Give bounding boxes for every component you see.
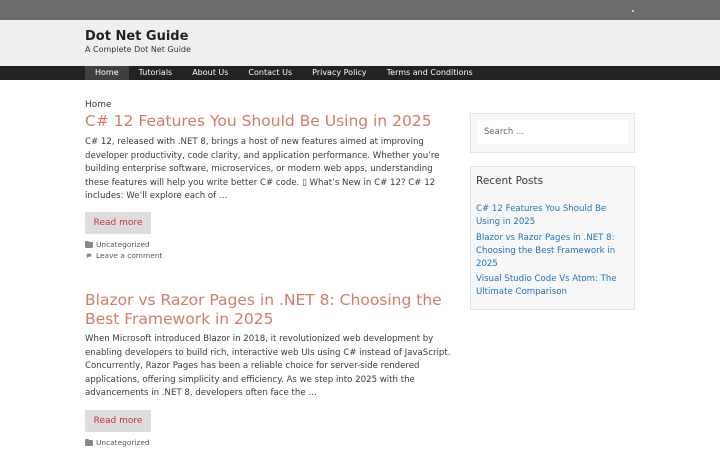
comment-icon (85, 253, 93, 259)
site-header (0, 20, 720, 66)
widget-title: Recent Posts (476, 175, 544, 187)
nav-item-contact-us[interactable]: Contact Us (248, 68, 293, 77)
nav-item-about-us[interactable]: About Us (192, 68, 229, 77)
recent-posts-list (476, 203, 626, 302)
main-area (0, 80, 720, 450)
read-more-button[interactable]: Read more (85, 212, 151, 234)
category-link[interactable]: Uncategorized (96, 240, 150, 249)
top-bar-dot (632, 10, 634, 12)
nav-menu (85, 66, 483, 80)
recent-post-link[interactable]: Visual Studio Code Vs Atom: The Ultimate Comparison (476, 274, 617, 297)
search-widget (470, 113, 635, 153)
recent-post-link[interactable]: C# 12 Features You Should Be Using in 2025 (476, 204, 607, 227)
folder-icon (85, 440, 93, 446)
post-comments (85, 251, 162, 260)
site-description: A Complete Dot Net Guide (85, 45, 191, 54)
category-link[interactable]: Uncategorized (96, 438, 150, 447)
post-excerpt: When Microsoft introduced Blazor in 2018, it revolutionized web development by enabling developers to build rich, interactive web UIs using C# instead of JavaScript. Concurrently, Razor Pages has been a reliable choice for server-side rendered applications, offering simplicity and efficiency. As we step into 2025 with the advancements in .NET 8, developers often face the … (85, 334, 451, 398)
read-more-button[interactable]: Read more (85, 410, 151, 432)
nav-item-terms[interactable]: Terms and Conditions (386, 68, 473, 77)
post-category (85, 240, 150, 249)
folder-icon (85, 242, 93, 248)
nav-item-privacy-policy[interactable]: Privacy Policy (312, 68, 367, 77)
post-category (85, 438, 150, 447)
recent-post-link[interactable]: Blazor vs Razor Pages in .NET 8: Choosing the Best Framework in 2025 (476, 232, 616, 269)
leave-comment-link[interactable]: Leave a comment (96, 251, 163, 260)
top-bar (0, 0, 720, 20)
main-navigation (0, 66, 720, 80)
nav-item-home[interactable]: Home (85, 66, 129, 80)
breadcrumb[interactable]: Home (85, 100, 112, 110)
post-excerpt: C# 12, released with .NET 8, brings a host of new features aimed at improving developer productivity, code clarity, and application performance. Whether you’re building enterprise software, microservices, or modern web apps, understanding these features will help you write better C# code. ▯ What’s New in C# 12? C# 12 includes: We’ll explore each of … (85, 137, 440, 201)
post-title[interactable]: C# 12 Features You Should Be Using in 2025 (85, 112, 432, 130)
nav-item-tutorials[interactable]: Tutorials (138, 68, 173, 77)
site-title[interactable]: Dot Net Guide (85, 29, 189, 44)
search-input[interactable] (477, 120, 628, 144)
post-title[interactable]: Blazor vs Razor Pages in .NET 8: Choosing the Best Framework in 2025 (85, 291, 442, 328)
recent-posts-widget (470, 166, 635, 310)
